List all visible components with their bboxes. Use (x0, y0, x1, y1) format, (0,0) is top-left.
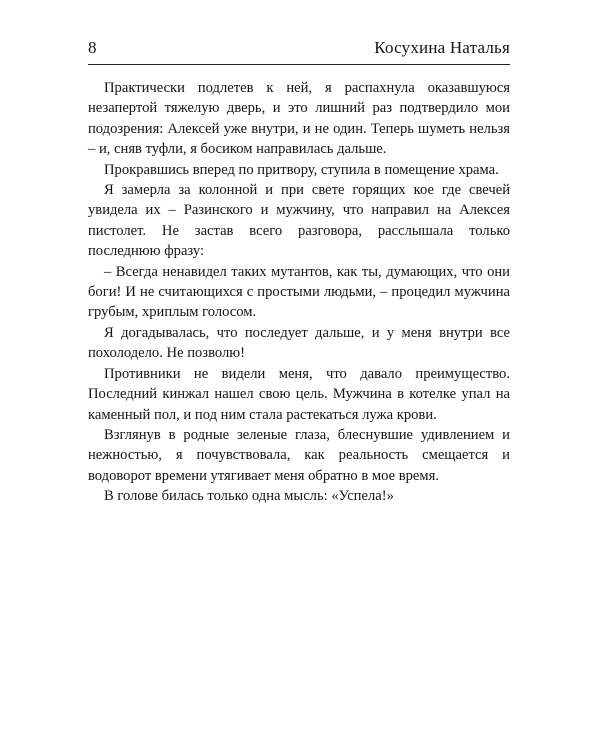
paragraph: Практически подлетев к ней, я распахнула оказавшуюся незапертой тяжелую дверь, и это лишний раз подтвердило мои подозрения: Алексей уже внутри, и не один. Теперь шуметь нельзя – и, сняв туфли, я босиком направилась дальше. (88, 80, 510, 158)
body-text (88, 78, 510, 507)
paragraph: Взглянув в родные зеленые глаза, блеснувшие удивлением и нежностью, я почувствовала, как реальность смещается и водоворот времени утягивает меня обратно в мое время. (88, 426, 510, 484)
page-number: 8 (88, 38, 97, 57)
paragraph: Противники не видели меня, что давало преимущество. Последний кинжал нашел свою цель. Мужчина в котелке упал на каменный пол, и под ним стала растекаться лужа крови. (88, 365, 510, 423)
paragraph: Я замерла за колонной и при свете горящих кое где свечей увидела их – Разинского и мужчину, что направил на Алексея пистолет. Не застав всего разговора, расслышала только последнюю фразу: (88, 182, 510, 260)
running-header (88, 38, 510, 64)
paragraph: Я догадывалась, что последует дальше, и у меня внутри все похолодело. Не позволю! (88, 324, 510, 362)
paragraph: В голове билась только одна мысль: «Успела!» (104, 488, 394, 505)
author-name: Косухина Наталья (374, 38, 510, 57)
header-divider (88, 64, 510, 65)
paragraph: – Всегда ненавидел таких мутантов, как ты, думающих, что они боги! И не считающихся с простыми людьми, – процедил мужчина грубым, хриплым голосом. (88, 263, 510, 321)
paragraph: Прокравшись вперед по притвору, ступила в помещение храма. (104, 161, 499, 178)
